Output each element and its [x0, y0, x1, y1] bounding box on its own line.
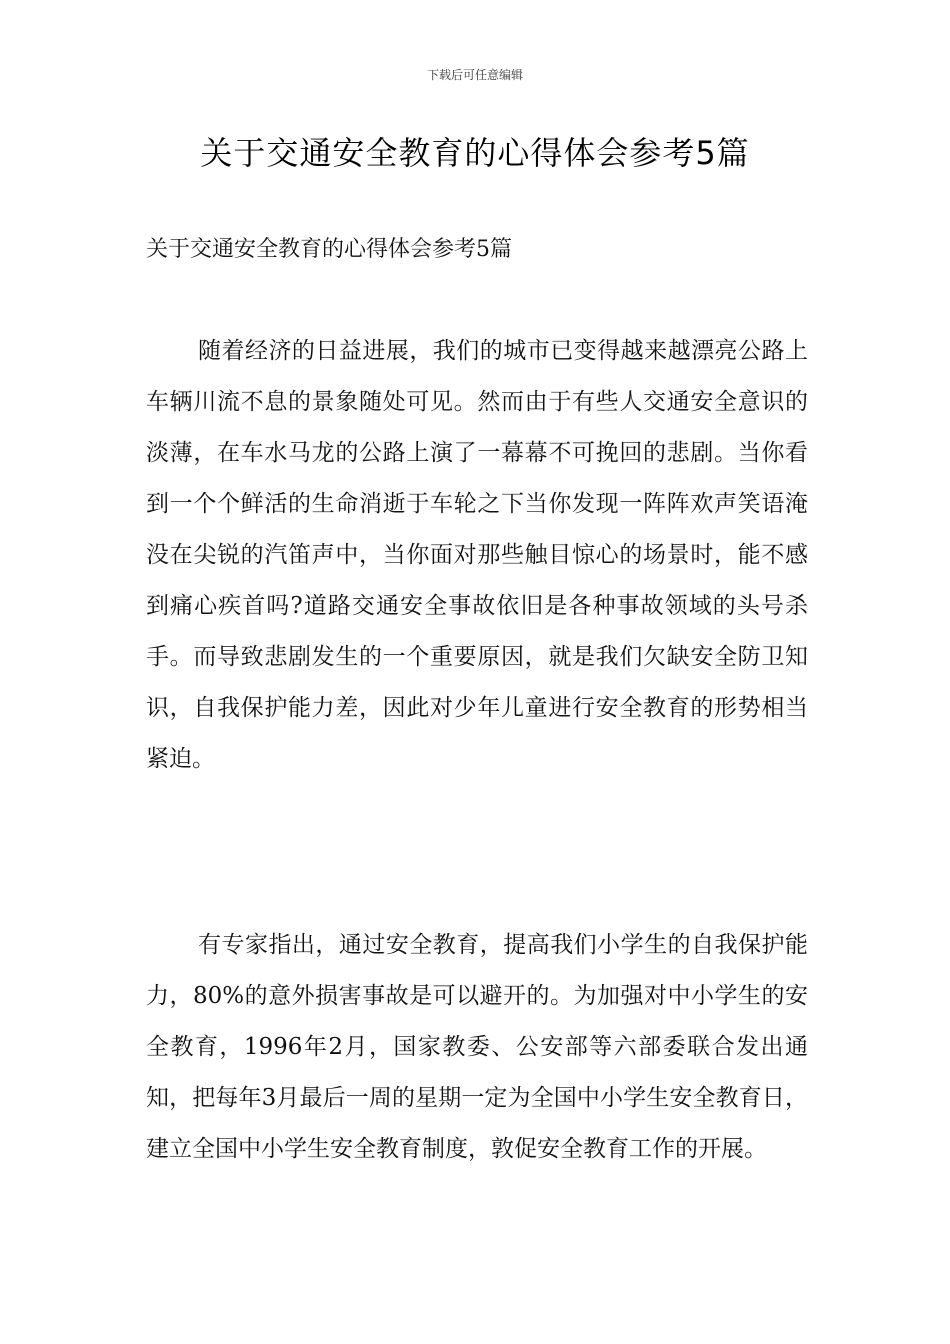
paragraph-2: 有专家指出，通过安全教育，提高我们小学生的自我保护能力，80%的意外损害事故是可以避开的。为加强对中小学生的安全教育，1996年2月，国家教委、公安部等六部委联合发出通知，把每年3月最后一周的星期一定为全国中小学生安全教育日，建立全国中小学生安全教育制度，敦促安全教育工作的开展。 [146, 932, 808, 1162]
paragraph-1: 随着经济的日益进展，我们的城市已变得越来越漂亮公路上车辆川流不息的景象随处可见。然而由于有些人交通安全意识的淡薄，在车水马龙的公路上演了一幕幕不可挽回的悲剧。当你看到一个个鲜活的生命消逝于车轮之下当你发现一阵阵欢声笑语淹没在尖锐的汽笛声中，当你面对那些触目惊心的场景时，能不感到痛心疾首吗?道路交通安全事故依旧是各种事故领域的头号杀手。而导致悲剧发生的一个重要原因，就是我们欠缺安全防卫知识，自我保护能力差，因此对少年儿童进行安全教育的形势相当紧迫。 [146, 338, 808, 772]
document-subtitle: 关于交通安全教育的心得体会参考5篇 [146, 237, 512, 262]
document-title: 关于交通安全教育的心得体会参考5篇 [200, 134, 750, 172]
header-note: 下载后可任意编辑 [426, 68, 523, 82]
